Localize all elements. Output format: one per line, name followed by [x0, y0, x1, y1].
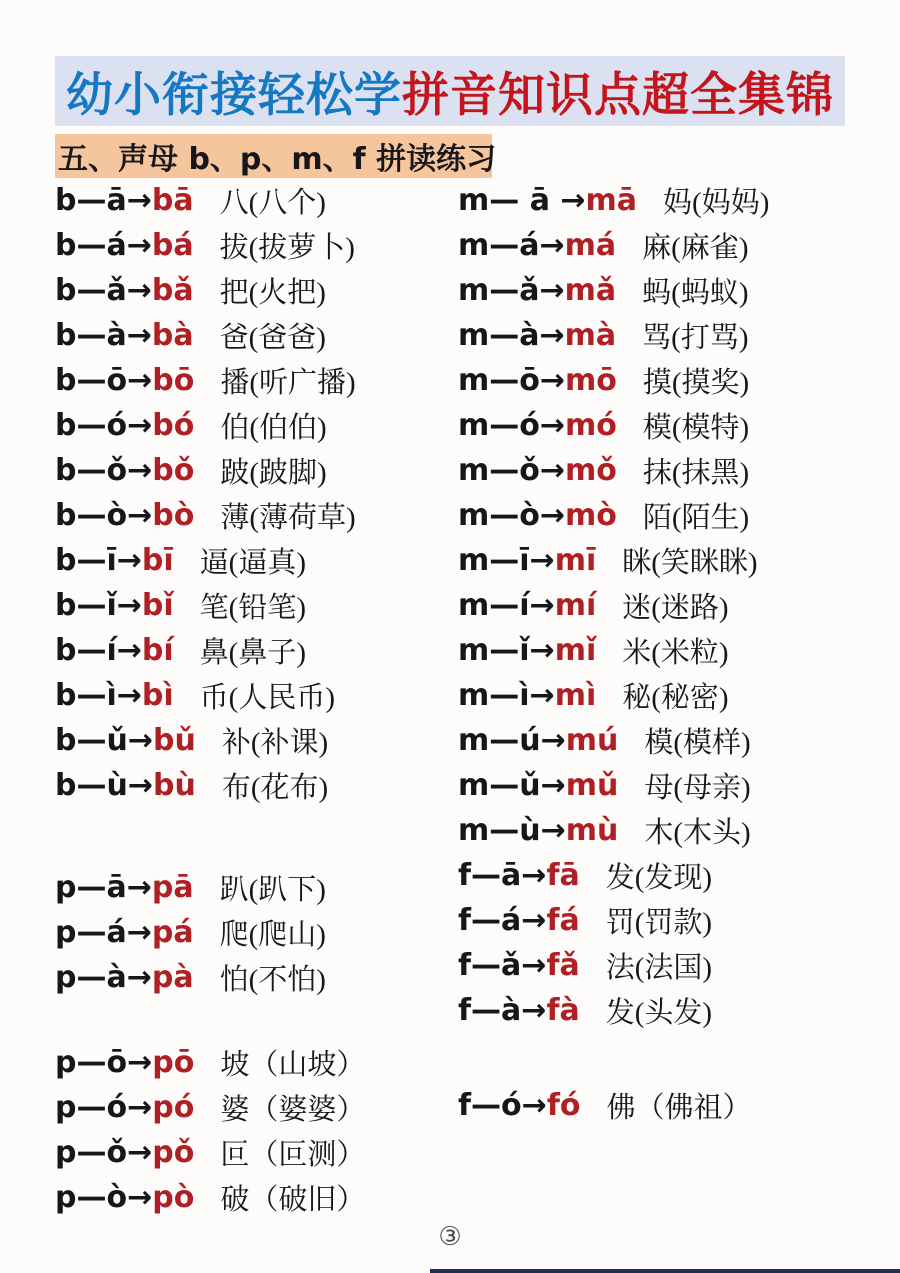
pinyin-result: pā: [151, 870, 194, 905]
pinyin-formula: m—ì→: [458, 678, 555, 713]
pinyin-row: [55, 178, 455, 223]
pinyin-result: mí: [554, 588, 597, 623]
pinyin-row: [55, 763, 455, 808]
pinyin-result: pá: [151, 915, 194, 950]
pinyin-result: bó: [152, 408, 195, 443]
pinyin-formula: m—ó→: [458, 408, 566, 443]
pinyin-result: má: [564, 228, 617, 263]
example-word: 迷(迷路): [622, 592, 729, 624]
pinyin-formula: b—ī→: [55, 543, 142, 578]
pinyin-formula: f—á→: [458, 903, 547, 938]
example-word: 伯(伯伯): [220, 412, 327, 444]
pinyin-formula: m—à→: [458, 318, 565, 353]
example-word: 法(法国): [605, 952, 713, 984]
pinyin-result: mò: [565, 498, 617, 533]
p-syllable-group-1: [55, 865, 455, 1000]
pinyin-result: pó: [152, 1090, 195, 1125]
pinyin-result: mà: [564, 318, 617, 353]
b-syllable-group: [55, 178, 455, 808]
pinyin-row: [458, 178, 878, 223]
pinyin-row: [55, 1130, 455, 1175]
pinyin-row: [458, 448, 878, 493]
pinyin-formula: p—ō→: [55, 1045, 153, 1080]
pinyin-result: bǐ: [141, 588, 174, 623]
example-word: 妈(妈妈): [663, 187, 770, 219]
pinyin-result: bō: [152, 363, 195, 398]
pinyin-result: mǐ: [554, 633, 597, 668]
pinyin-formula: b—ā→: [55, 183, 152, 218]
pinyin-formula: p—á→: [55, 915, 152, 950]
pinyin-result: bù: [152, 768, 196, 803]
pinyin-formula: m—ù→: [458, 813, 566, 848]
pinyin-row: [55, 1175, 455, 1220]
example-word: 麻(麻雀): [642, 232, 749, 264]
example-word: 爬(爬山): [219, 919, 326, 951]
example-word: 拔(拔萝卜): [219, 232, 355, 264]
pinyin-formula: b—ù→: [55, 768, 153, 803]
pinyin-row: [458, 943, 878, 988]
pinyin-formula: m—ī→: [458, 543, 555, 578]
example-word: 播(听广播): [220, 367, 356, 399]
pinyin-formula: m—á→: [458, 228, 565, 263]
pinyin-formula: b—ǔ→: [55, 723, 153, 758]
example-word: 坡（山坡）: [220, 1049, 366, 1081]
pinyin-result: pǒ: [152, 1135, 195, 1170]
pinyin-formula: m—ǒ→: [458, 453, 566, 488]
pinyin-result: bò: [152, 498, 195, 533]
pinyin-row: [458, 538, 878, 583]
pinyin-row: [55, 1085, 455, 1130]
pinyin-result: mó: [565, 408, 617, 443]
pinyin-formula: m—í→: [458, 588, 555, 623]
pinyin-result: bá: [151, 228, 194, 263]
pinyin-row: [458, 1083, 878, 1128]
pinyin-row: [55, 955, 455, 1000]
page-title-red-part: 拼音知识点超全集锦: [402, 67, 834, 123]
example-word: 八(八个): [219, 187, 326, 219]
pinyin-result: fà: [546, 993, 580, 1028]
example-word: 木(木头): [644, 817, 751, 849]
pinyin-formula: m—ǐ→: [458, 633, 555, 668]
pinyin-result: fā: [546, 858, 580, 893]
example-word: 把(火把): [219, 277, 326, 309]
example-word: 骂(打骂): [642, 322, 749, 354]
pinyin-result: bǔ: [152, 723, 196, 758]
example-word: 模(模样): [644, 727, 751, 759]
pinyin-formula: p—ā→: [55, 870, 152, 905]
pinyin-row: [458, 763, 878, 808]
pinyin-formula: m— ā →: [458, 183, 586, 218]
section-header: 五、声母 b、p、m、f 拼读练习: [55, 134, 492, 178]
pinyin-row: [55, 1040, 455, 1085]
pinyin-row: [458, 358, 878, 403]
pinyin-result: bā: [151, 183, 194, 218]
example-word: 破（破旧）: [220, 1184, 366, 1216]
pinyin-row: [55, 865, 455, 910]
pinyin-formula: b—ǒ→: [55, 453, 153, 488]
pinyin-result: pō: [152, 1045, 195, 1080]
example-word: 笔(铅笔): [199, 592, 306, 624]
example-word: 爸(爸爸): [219, 322, 326, 354]
pinyin-row: [55, 673, 455, 718]
example-word: 佛（佛祖）: [606, 1092, 752, 1124]
pinyin-row: [55, 223, 455, 268]
pinyin-result: mǒ: [565, 453, 617, 488]
pinyin-formula: p—ó→: [55, 1090, 153, 1125]
pinyin-row: [458, 673, 878, 718]
m-f-syllable-group: [458, 178, 878, 1033]
example-word: 母(母亲): [644, 772, 751, 804]
pinyin-formula: b—í→: [55, 633, 142, 668]
right-column: [458, 178, 878, 1128]
pinyin-formula: f—ā→: [458, 858, 547, 893]
pinyin-row: [55, 718, 455, 763]
pinyin-result: mō: [565, 363, 617, 398]
pinyin-row: [55, 583, 455, 628]
example-word: 陌(陌生): [642, 502, 750, 534]
pinyin-formula: p—ò→: [55, 1180, 153, 1215]
example-word: 发(发现): [605, 862, 713, 894]
example-word: 怕(不怕): [219, 964, 326, 996]
pinyin-result: fó: [546, 1088, 581, 1123]
example-word: 抹(抹黑): [642, 457, 750, 489]
pinyin-row: [55, 448, 455, 493]
example-word: 逼(逼真): [199, 547, 306, 579]
pinyin-result: mī: [554, 543, 597, 578]
page-number: ③: [438, 1222, 462, 1252]
pinyin-row: [55, 493, 455, 538]
pinyin-result: mǎ: [564, 273, 617, 308]
left-column: [55, 178, 455, 1220]
example-word: 币(人民币): [199, 682, 335, 714]
pinyin-row: [458, 853, 878, 898]
pinyin-row: [458, 718, 878, 763]
pinyin-result: bǎ: [151, 273, 194, 308]
example-word: 米(米粒): [622, 637, 729, 669]
pinyin-row: [458, 628, 878, 673]
p-syllable-group-2: [55, 1040, 455, 1220]
pinyin-row: [55, 313, 455, 358]
example-word: 跛(跛脚): [220, 457, 327, 489]
bottom-edge-strip: [430, 1269, 900, 1273]
pinyin-row: [55, 358, 455, 403]
pinyin-result: mā: [585, 183, 638, 218]
pinyin-formula: b—ō→: [55, 363, 153, 398]
f-syllable-group-2: [458, 1083, 878, 1128]
pinyin-row: [458, 808, 878, 853]
pinyin-row: [458, 898, 878, 943]
pinyin-result: fǎ: [546, 948, 580, 983]
pinyin-row: [458, 988, 878, 1033]
pinyin-formula: f—ǎ→: [458, 948, 547, 983]
pinyin-formula: p—à→: [55, 960, 152, 995]
pinyin-formula: b—à→: [55, 318, 152, 353]
pinyin-result: fá: [546, 903, 580, 938]
pinyin-result: mǔ: [565, 768, 619, 803]
pinyin-formula: m—ǎ→: [458, 273, 565, 308]
pinyin-formula: b—ì→: [55, 678, 142, 713]
example-word: 叵（叵测）: [220, 1139, 366, 1171]
pinyin-result: bī: [141, 543, 174, 578]
pinyin-result: mì: [554, 678, 597, 713]
pinyin-row: [458, 223, 878, 268]
pinyin-formula: p—ǒ→: [55, 1135, 153, 1170]
pinyin-formula: b—ó→: [55, 408, 153, 443]
pinyin-row: [458, 583, 878, 628]
example-word: 罚(罚款): [605, 907, 713, 939]
pinyin-formula: m—ú→: [458, 723, 566, 758]
pinyin-formula: m—ǔ→: [458, 768, 566, 803]
pinyin-formula: m—ō→: [458, 363, 566, 398]
example-word: 鼻(鼻子): [199, 637, 306, 669]
pinyin-result: bí: [141, 633, 174, 668]
pinyin-row: [55, 268, 455, 313]
pinyin-formula: b—ǎ→: [55, 273, 152, 308]
pinyin-result: mú: [565, 723, 619, 758]
pinyin-row: [55, 910, 455, 955]
pinyin-formula: m—ò→: [458, 498, 566, 533]
example-word: 趴(趴下): [219, 874, 326, 906]
pinyin-row: [458, 493, 878, 538]
page-title-blue-part: 幼小衔接轻松学: [66, 67, 402, 123]
pinyin-formula: b—á→: [55, 228, 152, 263]
pinyin-result: pà: [151, 960, 194, 995]
page-title: [55, 56, 845, 126]
example-word: 薄(薄荷草): [220, 502, 356, 534]
pinyin-formula: b—ǐ→: [55, 588, 142, 623]
example-word: 发(头发): [605, 997, 713, 1029]
example-word: 模(模特): [642, 412, 750, 444]
pinyin-result: bà: [151, 318, 194, 353]
example-word: 婆（婆婆）: [220, 1094, 366, 1126]
example-word: 摸(摸奖): [642, 367, 750, 399]
pinyin-formula: b—ò→: [55, 498, 153, 533]
pinyin-row: [55, 403, 455, 448]
pinyin-result: bǒ: [152, 453, 195, 488]
example-word: 蚂(蚂蚁): [642, 277, 749, 309]
example-word: 秘(秘密): [622, 682, 729, 714]
pinyin-result: pò: [152, 1180, 195, 1215]
pinyin-row: [458, 268, 878, 313]
example-word: 眯(笑眯眯): [622, 547, 758, 579]
pinyin-result: mù: [565, 813, 619, 848]
pinyin-row: [55, 538, 455, 583]
pinyin-result: bì: [141, 678, 174, 713]
pinyin-row: [458, 403, 878, 448]
pinyin-row: [55, 628, 455, 673]
example-word: 布(花布): [221, 772, 329, 804]
pinyin-row: [458, 313, 878, 358]
example-word: 补(补课): [221, 727, 329, 759]
pinyin-formula: f—ó→: [458, 1088, 547, 1123]
pinyin-formula: f—à→: [458, 993, 547, 1028]
